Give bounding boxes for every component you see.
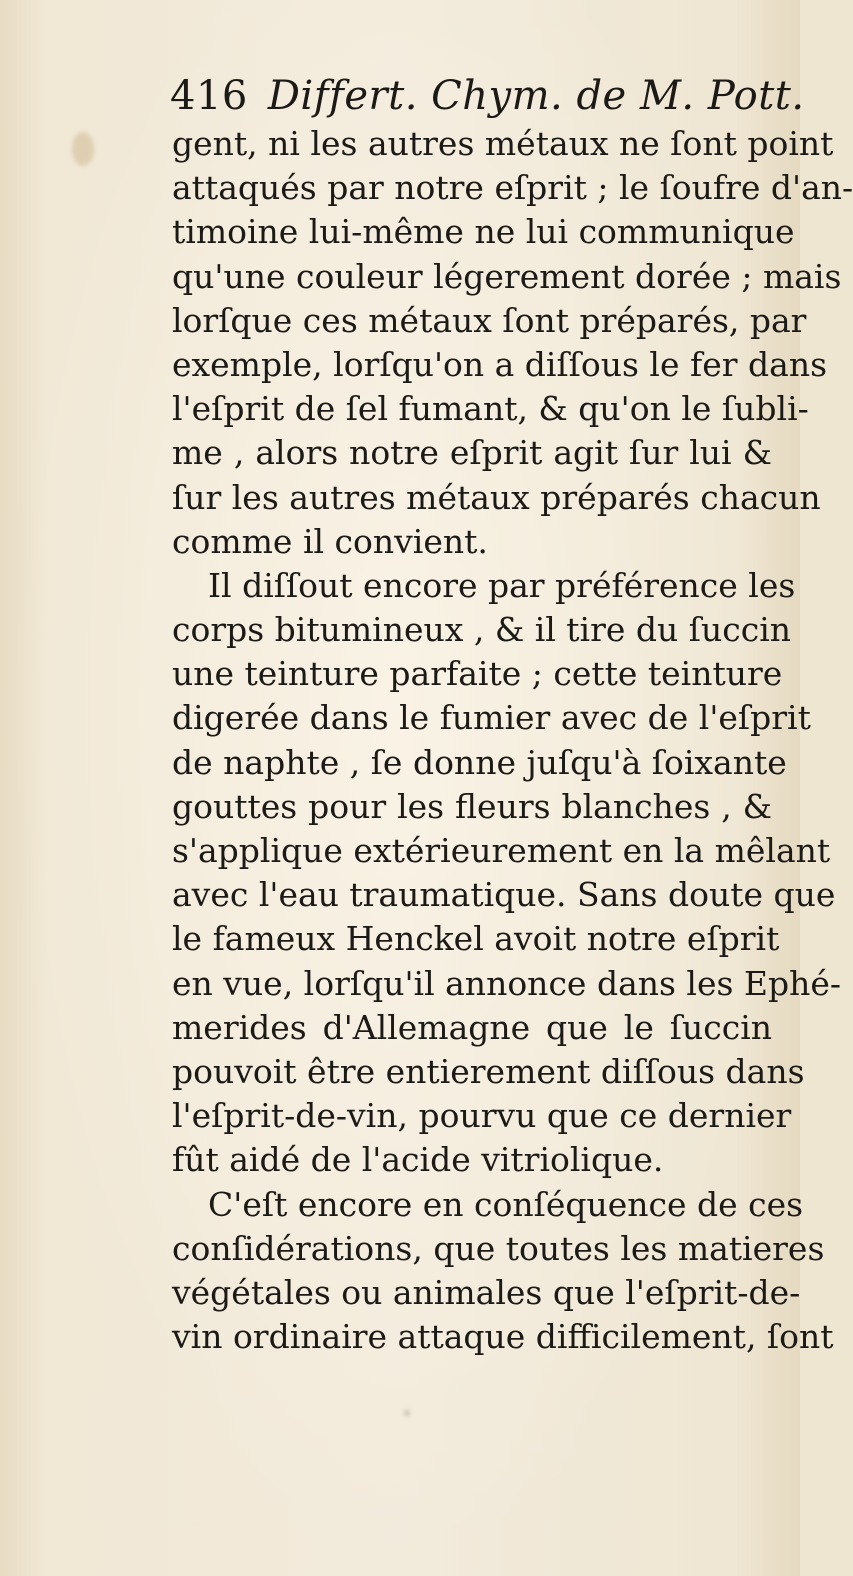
text-line: vin ordinaire attaque difficilement, ſont (172, 1317, 834, 1357)
text-line: une teinture parfaite ; cette teinture (172, 654, 783, 694)
text-line: gouttes pour les fleurs blanches , & (172, 786, 772, 826)
text-line: me , alors notre eſprit agit ſur lui & (172, 433, 772, 473)
text-line: comme il convient. (172, 521, 488, 561)
text-line: attaqués par notre eſprit ; le ſoufre d'an- (172, 168, 853, 208)
text-line: avec l'eau traumatique. Sans doute que (172, 875, 836, 915)
text-line: merides d'Allemagne que le ſuccin (172, 1007, 772, 1047)
text-line: s'applique extérieurement en la mêlant (172, 831, 831, 870)
text-line: de naphte , ſe donne juſqu'à ſoixante (172, 742, 787, 782)
text-line: l'eſprit de ſel fumant, & qu'on le ſubli- (172, 389, 809, 429)
text-line: en vue, lorſqu'il annonce dans les Ephé- (172, 963, 842, 1003)
text-line: corps bitumineux , & il tire du ſuccin (172, 610, 792, 650)
text-line: gent, ni les autres métaux ne ſont point (172, 124, 834, 163)
text-line: lorſque ces métaux ſont préparés, par (172, 300, 807, 340)
text-line: Il diſſout encore par préférence les (208, 565, 796, 605)
text-line: le fameux Henckel avoit notre eſprit (172, 919, 780, 959)
text-line: C'eſt encore en conſéquence de ces (208, 1184, 804, 1224)
text-line: fût aidé de l'acide vitriolique. (172, 1140, 664, 1180)
text-line: timoine lui-même ne lui communique (172, 212, 795, 252)
body-text (172, 122, 853, 1359)
text-line: l'eſprit-de-vin, pourvu que ce dernier (172, 1096, 792, 1136)
text-line: digerée dans le fumier avec de l'eſprit (172, 698, 811, 738)
text-line: végétales ou animales que l'eſprit-de- (172, 1272, 801, 1312)
page-number: 416 (170, 73, 248, 119)
text-line: ſur les autres métaux préparés chacun (172, 477, 821, 517)
text-line: pouvoit être entierement diſſous dans (172, 1051, 805, 1091)
text-line: conſidérations, que toutes les matieres (172, 1228, 825, 1268)
paper-speck (404, 1410, 410, 1416)
paper-stain (72, 132, 94, 166)
text-line: exemple, lorſqu'on a diſſous le fer dans (172, 344, 828, 384)
running-header (170, 72, 805, 120)
running-title: Differt. Chym. de M. Pott. (267, 73, 805, 119)
text-line: qu'une couleur légerement dorée ; mais (172, 256, 842, 296)
